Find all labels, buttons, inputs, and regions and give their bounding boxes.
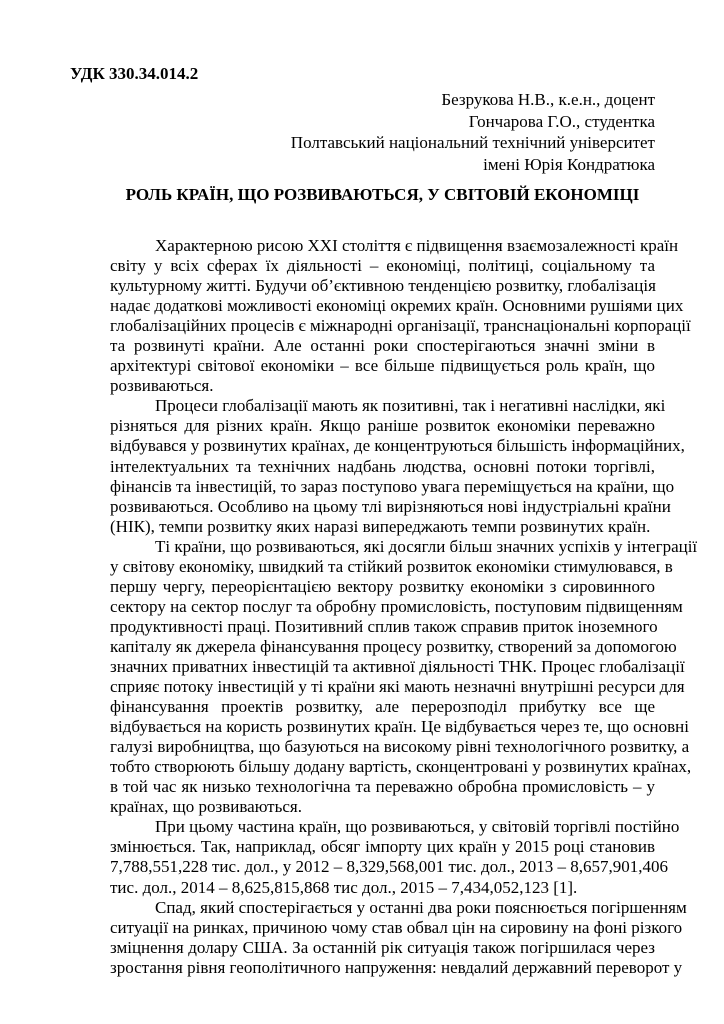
udc-code: УДК 330.34.014.2 [70, 64, 199, 83]
text-line: продуктивності праці. Позитивний сплив також справив приток іноземного [110, 616, 658, 636]
text-line: розвиваються. Особливо на цьому тлі вирізняються нові індустріальні країни [110, 496, 671, 516]
affiliation-name: імені Юрія Кондратюка [483, 154, 655, 174]
text-line: та розвинуті країни. Але останні роки спостерігаються значні зміни в [110, 336, 655, 356]
text-line: Процеси глобалізації мають як позитивні, так і негативні наслідки, які [155, 396, 666, 416]
affiliation: Полтавський національний технічний університет [290, 133, 655, 152]
text-line: в той час як низько технологічна та переважно обробна промисловість – у [110, 777, 655, 797]
paragraph [110, 236, 691, 396]
text-line: відбувався у розвинутих країнах, де концентруються більшість інформаційних, [110, 436, 685, 456]
text-line: країнах, що розвиваються. [110, 797, 302, 817]
text-line: ситуації на ринках, причиною чому став обвал цін на сировину на фоні різкого [110, 917, 683, 937]
text-line: архітектурі світової економіки – все більше підвищується роль країн, що [110, 356, 655, 376]
text-line: різняться для різних країн. Якщо раніше розвиток економіки переважно [110, 416, 655, 436]
paragraph [110, 817, 680, 897]
text-line: світу у всіх сферах їх діяльності – економіці, політиці, соціальному та [110, 256, 655, 276]
text-line: тобто створюють більшу додану вартість, сконцентровані у розвинутих країнах, [110, 757, 692, 777]
author-block [291, 89, 655, 175]
text-line: тис. дол., 2014 – 8,625,815,868 тис дол., 2015 – 7,434,052,123 [1]. [110, 877, 578, 897]
article-title: РОЛЬ КРАЇН, ЩО РОЗВИВАЮТЬСЯ, У СВІТОВІЙ ЕКОНОМІЦІ [125, 185, 640, 204]
paragraph [110, 396, 685, 536]
text-line: у світову економіку, швидкий та стійкий розвиток економіки стимулювався, в [110, 556, 673, 576]
text-line: зростання рівня геополітичного напруження: невдалий державний переворот у [110, 957, 683, 977]
author-2: Гончарова Г.О., студентка [468, 111, 655, 131]
text-line: розвиваються. [110, 376, 214, 396]
text-line: фінансування проектів розвитку, але перерозподіл прибутку все ще [110, 697, 655, 717]
text-line: глобалізаційних процесів є міжнародні організації, транснаціональні корпорації [110, 316, 691, 336]
text-line: галузі виробництва, що базуються на високому рівні технологічного розвитку, а [110, 737, 690, 757]
text-line: (НІК), темпи розвитку яких наразі випереджають темпи розвинутих країн. [110, 516, 651, 536]
text-line: Спад, який спостерігається у останні два роки пояснюється погіршенням [155, 897, 687, 917]
text-line: 7,788,551,228 тис. дол., у 2012 – 8,329,568,001 тис. дол., 2013 – 8,657,901,406 [110, 857, 668, 877]
text-line: інтелектуальних та технічних надбань людства, основні потоки торгівлі, [110, 456, 655, 476]
text-line: зміцнення долару США. За останній рік ситуація також погіршилася через [110, 937, 655, 957]
text-line: Характерною рисою XXI століття є підвищення взаємозалежності країн [155, 236, 679, 255]
text-line: сприяє потоку інвестицій у ті країни які мають незначні внутрішні ресурси для [110, 677, 685, 697]
text-line: змінюється. Так, наприклад, обсяг імпорту цих країн у 2015 році становив [110, 837, 655, 857]
author-1: Безрукова Н.В., к.е.н., доцент [441, 90, 655, 109]
article-body [110, 236, 698, 978]
text-line: сектору на сектор послуг та обробну промисловість, поступовим підвищенням [110, 596, 683, 616]
text-line: відбувається на користь розвинутих країн. Це відбувається через те, що основні [110, 717, 690, 737]
text-line: культурному житті. Будучи об’єктивною тенденцією розвитку, глобалізація [110, 276, 656, 296]
text-line: фінансів та інвестицій, то зараз поступово увага переміщується на країни, що [110, 476, 675, 496]
text-line: При цьому частина країн, що розвиваються, у світовій торгівлі постійно [155, 817, 680, 837]
paragraph [110, 536, 698, 818]
text-line: Ті країни, що розвиваються, які досягли більш значних успіхів у інтеграції [155, 536, 698, 556]
text-line: значних приватних інвестицій та активної діяльності ТНК. Процес глобалізації [110, 656, 685, 676]
text-line: надає додаткові можливості економіці окремих країн. Основними рушіями цих [110, 296, 684, 316]
text-line: першу чергу, переорієнтацією вектору розвитку економіки з сировинного [110, 576, 655, 596]
paragraph [110, 897, 687, 978]
text-line: капіталу як джерела фінансування процесу розвитку, створений за допомогою [110, 636, 677, 656]
